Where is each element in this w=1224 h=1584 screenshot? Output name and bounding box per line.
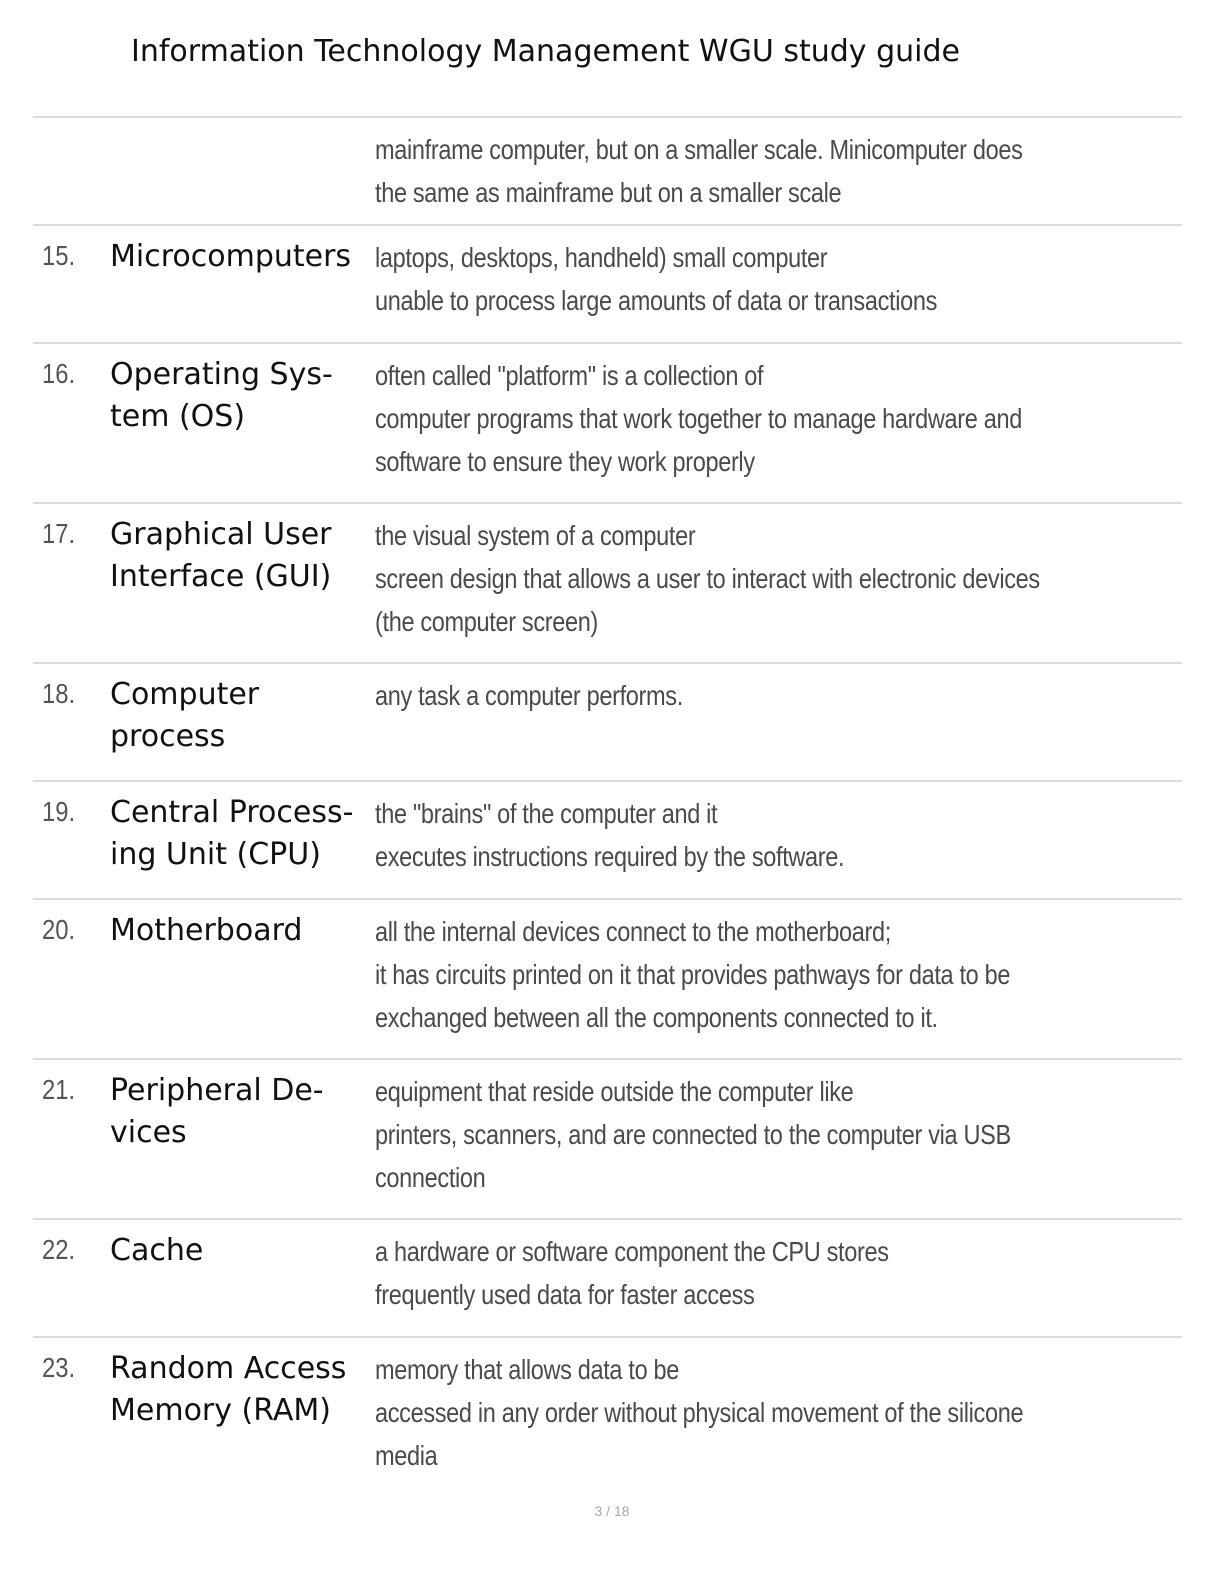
term-definition: any task a computer performs. [375,680,683,711]
table-row [33,502,1182,662]
table-row [33,1058,1182,1218]
term-name: Random Access Memory (RAM) [110,1351,347,1428]
term-number: 15. [42,240,76,271]
term-number: 17. [42,518,76,549]
term-definition: often called "platform" is a collection of computer programs that work together to manage hardware and software to ensure they work properly [375,360,1022,477]
term-definition: the "brains" of the computer and it executes instructions required by the software. [375,798,845,872]
term-definition: the visual system of a computer screen design that allows a user to interact with electronic devices (the computer screen) [375,520,1040,637]
term-definition: memory that allows data to be accessed in any order without physical movement of the silicone media [375,1354,1024,1471]
term-name: Peripheral De- vices [110,1073,324,1150]
term-name: Operating Sys- tem (OS) [110,357,333,434]
term-definition: a hardware or software component the CPU stores frequently used data for faster access [375,1236,889,1310]
term-definition: laptops, desktops, handheld) small computer unable to process large amounts of data or transactions [375,242,938,316]
term-name: Computer process [110,677,260,754]
term-definition: equipment that reside outside the computer like printers, scanners, and are connected to the computer via USB connection [375,1076,1011,1193]
term-number: 20. [42,914,76,945]
term-definition: all the internal devices connect to the motherboard; it has circuits printed on it that provides pathways for data to be exchanged between all the components connected to it. [375,916,1011,1033]
table-row [33,1336,1182,1496]
term-number: 19. [42,796,76,827]
terms-table [33,116,1182,1496]
term-name: Central Process- ing Unit (CPU) [110,795,354,872]
page-title: Information Technology Management WGU study guide [131,34,960,69]
term-number: 21. [42,1074,76,1105]
table-row [33,342,1182,502]
table-row [33,224,1182,342]
term-definition: mainframe computer, but on a smaller scale. Minicomputer does the same as mainframe but on a smaller scale [375,134,1023,208]
term-name: Motherboard [110,913,303,948]
page-number: 3 / 18 [594,1503,630,1519]
term-number: 16. [42,358,76,389]
table-row [33,1218,1182,1336]
term-name: Microcomputers [110,239,352,274]
table-row [33,898,1182,1058]
term-number: 18. [42,678,76,709]
term-name: Cache [110,1233,204,1268]
term-number: 23. [42,1352,76,1383]
table-row [33,662,1182,780]
table-row [33,780,1182,898]
term-number: 22. [42,1234,76,1265]
table-row [33,116,1182,224]
term-name: Graphical User Interface (GUI) [110,517,332,594]
